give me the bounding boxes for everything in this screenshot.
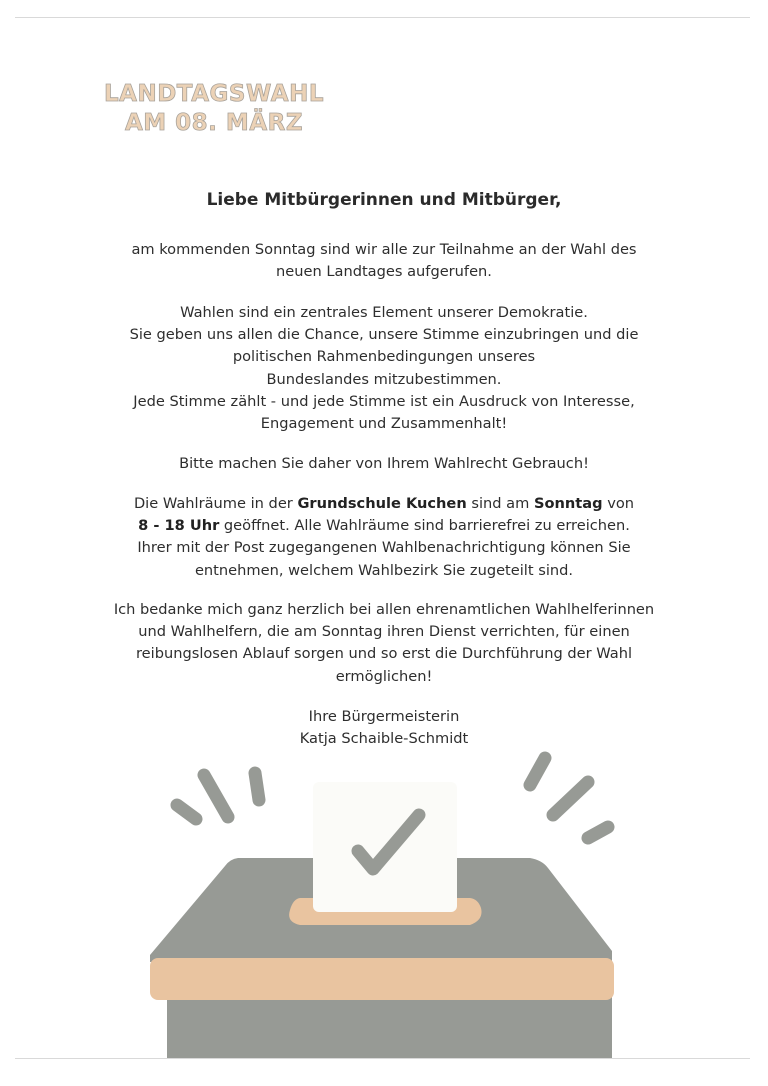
spark-lines-left-icon — [177, 773, 259, 819]
text-line: reibungslosen Ablauf sorgen und so erst die Durchführung der Wahl — [135, 645, 633, 663]
closing: Ihre Bürgermeisterin — [308, 708, 460, 725]
text-line — [60, 493, 708, 515]
text-line: Engagement und Zusammenhalt! — [260, 415, 508, 433]
page-top-edge — [15, 17, 750, 18]
page-bottom-edge — [15, 1058, 750, 1059]
paragraph-appeal — [60, 453, 708, 475]
paragraph-polling-info — [60, 493, 708, 582]
election-title — [94, 80, 334, 138]
salutation: Liebe Mitbürgerinnen und Mitbürger, — [206, 190, 562, 210]
text-line: am kommenden Sonntag sind wir alle zur Teilnahme an der Wahl des — [131, 241, 637, 258]
text-segment: geöffnet. Alle Wahlräume sind barrierefrei zu erreichen. — [219, 517, 630, 535]
ballot-box-band — [150, 958, 614, 1000]
title-line-1: LANDTAGSWAHL — [104, 81, 324, 107]
text-line: Wahlen sind ein zentrales Element unserer Demokratie. — [180, 304, 588, 321]
polling-day: Sonntag — [533, 495, 603, 512]
ballot-box-base — [167, 990, 612, 1058]
text-segment: sind am — [466, 495, 534, 512]
polling-hours: 8 - 18 Uhr — [138, 517, 220, 535]
text-line: Bitte machen Sie daher von Ihrem Wahlrecht Gebrauch! — [179, 455, 589, 472]
text-line: ermöglichen! — [335, 667, 433, 685]
text-line: Jede Stimme zählt - und jede Stimme ist ein Ausdruck von Interesse, — [133, 392, 635, 410]
text-segment: von — [602, 495, 635, 512]
text-line: Ihrer mit der Post zugegangenen Wahlbenachrichtigung können Sie — [137, 539, 631, 557]
spark-lines-right-icon — [530, 758, 608, 838]
text-line: neuen Landtages aufgerufen. — [276, 263, 492, 281]
paragraph-democracy — [60, 302, 708, 435]
text-line: Sie geben uns allen die Chance, unsere Stimme einzubringen und die — [129, 326, 639, 344]
text-line: und Wahlhelfern, die am Sonntag ihren Dienst verrichten, für einen — [138, 623, 630, 641]
polling-location: Grundschule Kuchen — [297, 495, 467, 512]
text-line: entnehmen, welchem Wahlbezirk Sie zugeteilt sind. — [194, 561, 574, 579]
paragraph-invitation — [60, 239, 708, 283]
text-line: politischen Rahmenbedingungen unseres — [232, 348, 536, 366]
ballot-box-with-checkmark-icon — [0, 740, 768, 1060]
text-line: Ich bedanke mich ganz herzlich bei allen ehrenamtlichen Wahlhelferinnen — [113, 601, 655, 618]
paragraph-thanks — [60, 599, 708, 688]
signature-name: Katja Schaible-Schmidt — [299, 730, 469, 748]
text-line: Bundeslandes mitzubestimmen. — [266, 370, 502, 388]
text-segment: Die Wahlräume in der — [133, 495, 298, 512]
text-line — [60, 515, 708, 537]
title-line-2: AM 08. MÄRZ — [124, 110, 304, 136]
